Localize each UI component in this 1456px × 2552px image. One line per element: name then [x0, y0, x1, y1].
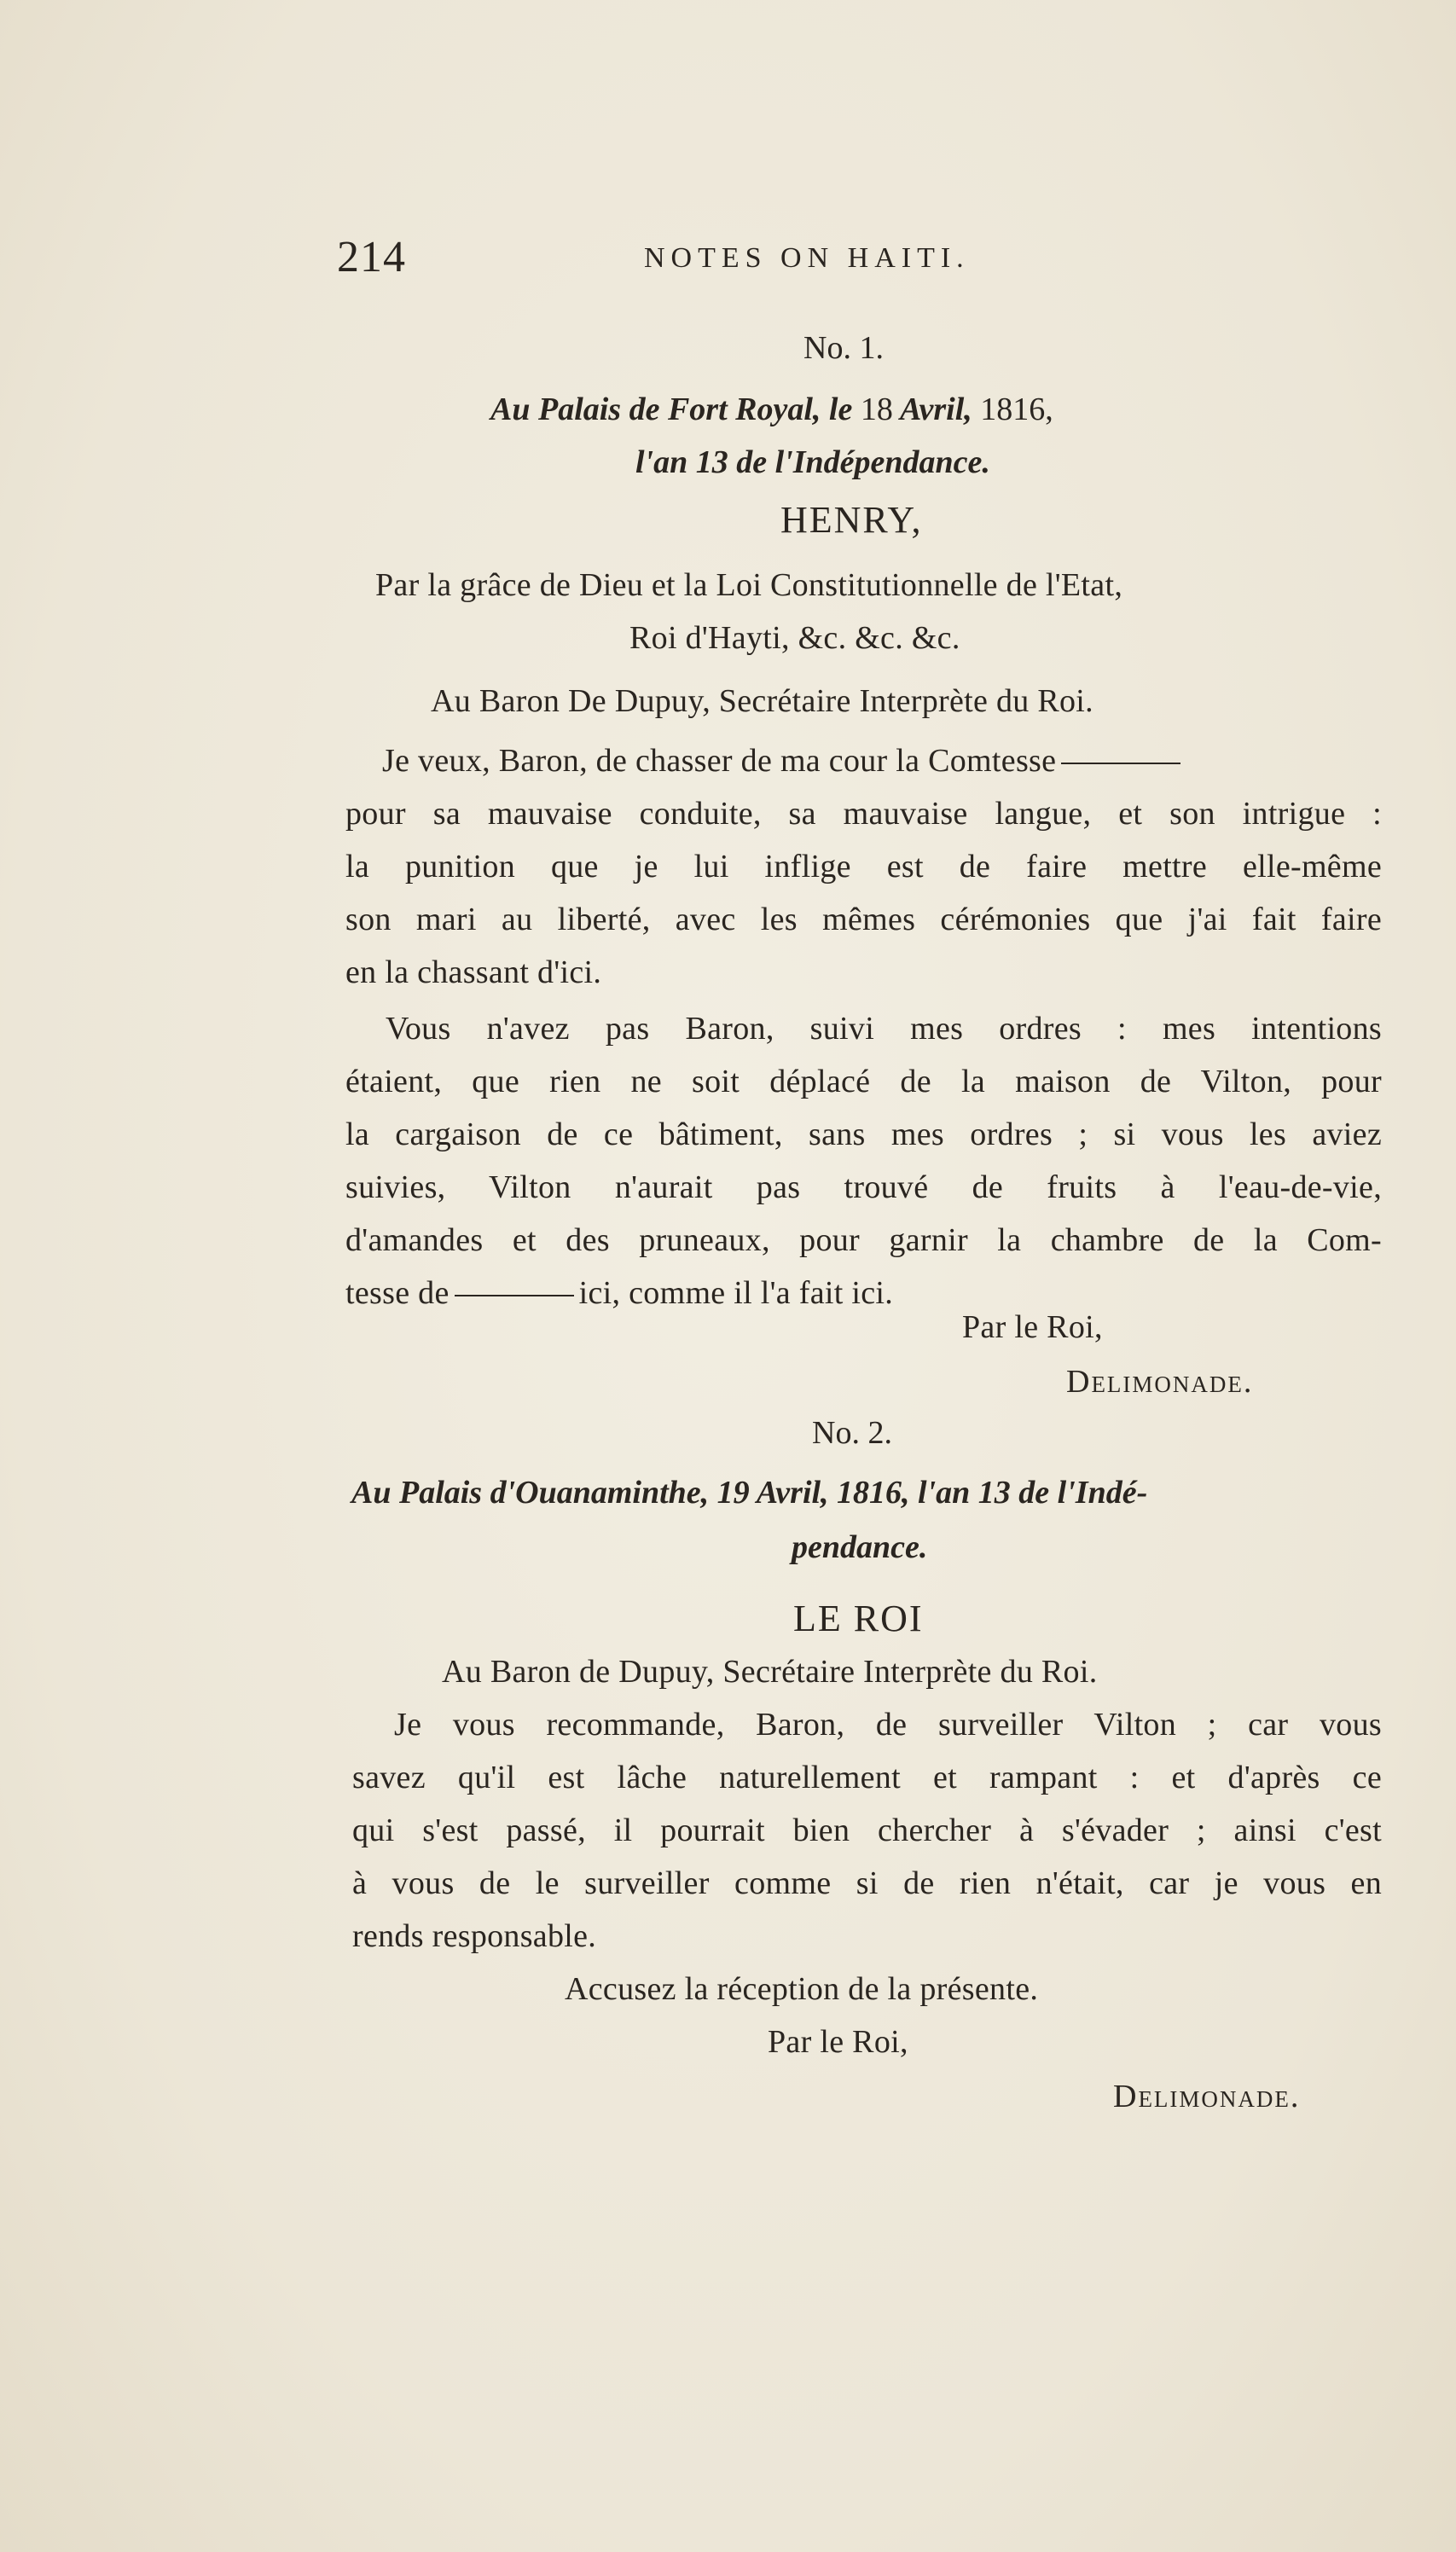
letter2-sender: LE ROI [793, 1598, 924, 1639]
page-number: 214 [337, 233, 406, 281]
letter2-para1-line4: à vous de le surveiller comme si de rien n'était, car je vous en [352, 1865, 1382, 1901]
letter1-title-line1: Par la grâce de Dieu et la Loi Constitutionnelle de l'Etat, [375, 567, 1123, 603]
letter1-number: No. 1. [803, 330, 884, 366]
name-omission-dash [1061, 763, 1180, 764]
letter1-closing: Par le Roi, [962, 1309, 1103, 1345]
letter2-place-line1: Au Palais d'Ouanaminthe, 19 Avril, 1816, l'an 13 de l'Indé- [351, 1475, 1148, 1511]
letter1-para1-line2: pour sa mauvaise conduite, sa mauvaise langue, et son intrigue : [345, 796, 1382, 832]
letter1-addressee: Au Baron De Dupuy, Secrétaire Interprète du Roi. [431, 683, 1093, 719]
letter2-para1-line3: qui s'est passé, il pourrait bien chercher à s'évader ; ainsi c'est [352, 1812, 1382, 1848]
letter2-number: No. 2. [812, 1415, 892, 1451]
letter2-closing: Par le Roi, [768, 2024, 908, 2060]
letter2-signature: Delimonade. [1113, 2079, 1301, 2114]
letter2-acknowledge: Accusez la réception de la présente. [565, 1971, 1039, 2007]
letter1-signature: Delimonade. [1066, 1364, 1254, 1400]
letter1-para2-line1: Vous n'avez pas Baron, suivi mes ordres : mes intentions [386, 1011, 1382, 1047]
letter1-title-line2: Roi d'Hayti, &c. &c. &c. [629, 620, 960, 656]
letter2-place-line2: pendance. [792, 1529, 928, 1565]
letter1-para2-line4: suivies, Vilton n'aurait pas trouvé de fruits à l'eau-de-vie, [345, 1169, 1382, 1205]
letter1-place-line1: Au Palais de Fort Royal, le 18 Avril, 1816, [490, 392, 1053, 427]
letter2-para1-line5: rends responsable. [352, 1918, 597, 1954]
letter1-place-line2: l'an 13 de l'Indépendance. [635, 444, 990, 480]
letter1-para1-line5: en la chassant d'ici. [345, 954, 602, 990]
letter2-para1-line1: Je vous recommande, Baron, de surveiller Vilton ; car vous [394, 1707, 1382, 1743]
name-omission-dash [455, 1295, 574, 1296]
running-title: NOTES ON HAITI. [644, 242, 970, 274]
letter1-para2-line5: d'amandes et des pruneaux, pour garnir la chambre de la Com- [345, 1222, 1382, 1258]
letter1-para2-line6: tesse de ici, comme il l'a fait ici. [345, 1275, 894, 1311]
letter1-para1-line3: la punition que je lui inflige est de faire mettre elle-même [345, 849, 1382, 884]
letter1-para1-line4: son mari au liberté, avec les mêmes cérémonies que j'ai fait faire [345, 902, 1382, 937]
letter2-addressee: Au Baron de Dupuy, Secrétaire Interprète du Roi. [442, 1654, 1098, 1690]
letter1-para1-line1: Je veux, Baron, de chasser de ma cour la Comtesse [382, 742, 1186, 780]
letter1-para2-line2: étaient, que rien ne soit déplacé de la maison de Vilton, pour [345, 1064, 1382, 1099]
letter1-sender: HENRY, [780, 499, 923, 541]
letter1-para2-line3: la cargaison de ce bâtiment, sans mes ordres ; si vous les aviez [345, 1116, 1382, 1152]
letter2-para1-line2: savez qu'il est lâche naturellement et rampant : et d'après ce [352, 1760, 1382, 1795]
